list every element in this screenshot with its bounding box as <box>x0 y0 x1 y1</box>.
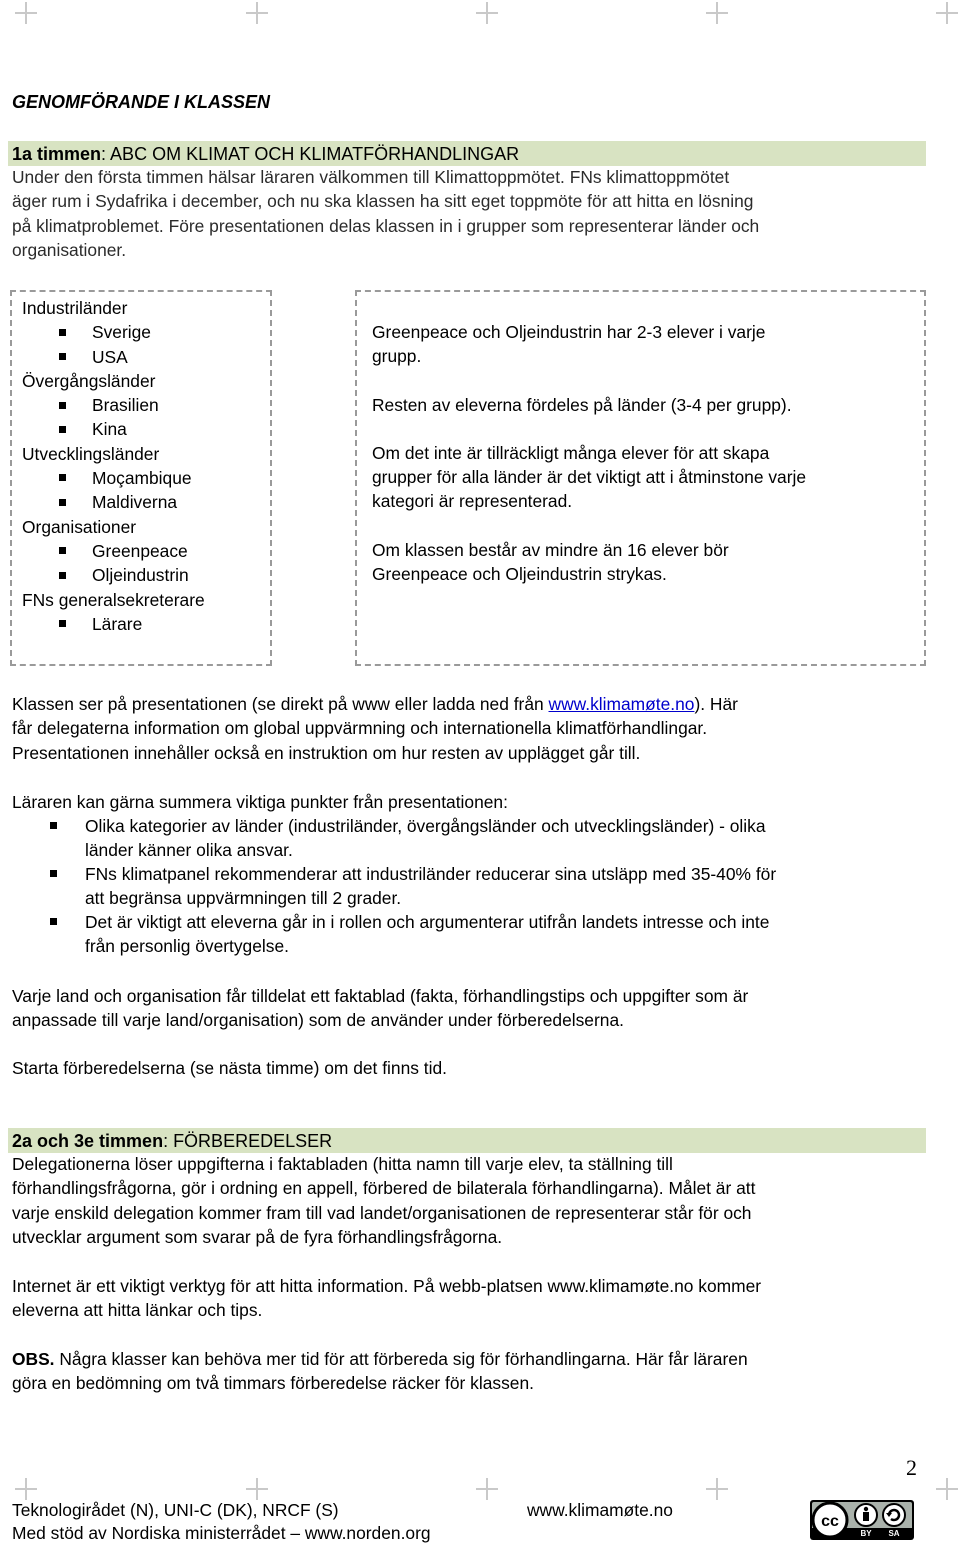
crosshair-mark <box>246 1478 268 1500</box>
crosshair-mark <box>476 1478 498 1500</box>
bullet-square-icon <box>59 547 66 554</box>
lesson-2-paragraph <box>12 1152 927 1250</box>
list-item <box>22 612 205 636</box>
crosshair-mark <box>706 1478 728 1500</box>
summary-point-text: att begränsa uppvärmningen till 2 grader. <box>85 888 402 909</box>
list-item-label: Greenpeace <box>92 540 188 561</box>
lesson-2-line: varje enskild delegation kommer fram till vad landet/organisationen de representerar står för och <box>12 1202 752 1223</box>
bullet-square-icon <box>59 426 66 433</box>
list-item-label: Kina <box>92 419 127 440</box>
presentation-text: Presentationen innehåller också en instruktion om hur resten av upplägget går till. <box>12 742 641 763</box>
cc-logo-text: cc <box>821 1513 839 1530</box>
note-line: Greenpeace och Oljeindustrin strykas. <box>372 564 667 585</box>
bullet-square-icon <box>59 499 66 506</box>
summary-point-text: från personlig övertygelse. <box>85 936 289 957</box>
crosshair-mark <box>936 2 958 24</box>
presentation-text: Klassen ser på presentationen (se direkt på www eller ladda ned från <box>12 694 549 714</box>
intro-line: på klimatproblemet. Före presentationen delas klassen in i grupper som representerar länder och <box>12 215 760 236</box>
klimamote-link[interactable]: www.klimamøte.no <box>548 694 695 714</box>
presentation-text: ). Här <box>694 694 738 714</box>
list-item <box>22 490 205 514</box>
lesson-2-line: förhandlingsfrågorna, gör i ordning en appell, förbered de bilaterala förhandlingarna). Målet är att <box>12 1178 756 1199</box>
note-line: Om det inte är tillräckligt många elever för att skapa <box>372 442 770 463</box>
lesson-1-intro <box>12 165 927 263</box>
factsheet-paragraph <box>12 984 927 1033</box>
bullet-square-icon <box>59 353 66 360</box>
note-line: Om klassen består av mindre än 16 elever bör <box>372 539 729 560</box>
crosshair-mark <box>706 2 728 24</box>
summary-point <box>12 910 932 959</box>
bullet-square-icon <box>50 918 57 925</box>
page-number: 2 <box>906 1455 917 1480</box>
list-item-label: Maldiverna <box>92 492 178 513</box>
section-title: GENOMFÖRANDE I KLASSEN <box>12 92 271 112</box>
obs-text: Några klasser kan behöva mer tid för att förbereda sig för förhandlingarna. Här får läraren <box>54 1349 748 1369</box>
bullet-square-icon <box>59 402 66 409</box>
summary-lead: Läraren kan gärna summera viktiga punkter från presentationen: <box>12 792 508 812</box>
internet-line: eleverna att hitta länkar och tips. <box>12 1300 263 1321</box>
note-line: Greenpeace och Oljeindustrin har 2-3 elever i varje <box>372 322 766 342</box>
note-line: grupp. <box>372 346 422 367</box>
obs-label: OBS. <box>12 1349 55 1369</box>
crosshair-mark <box>15 2 37 24</box>
lesson-1-heading-rest: : ABC OM KLIMAT OCH KLIMATFÖRHANDLINGAR <box>101 144 520 164</box>
lesson-2-heading-rest: : FÖRBEREDELSER <box>163 1131 333 1151</box>
note-line: grupper för alla länder är det viktigt att i åtminstone varje <box>372 467 807 488</box>
lesson-1-heading-bold: 1a timmen <box>12 144 102 164</box>
presentation-text: får delegaterna information om global uppvärmning och internationella klimatförhandlingar. <box>12 718 708 739</box>
summary-point-text: Olika kategorier av länder (industriländer, övergångsländer och utvecklingsländer) - olika <box>85 816 766 836</box>
lesson-2-line: Delegationerna löser uppgifterna i faktabladen (hitta namn till varje elev, ta ställning till <box>12 1154 673 1174</box>
internet-paragraph <box>12 1274 927 1323</box>
group-label: Övergångsländer <box>22 370 156 391</box>
list-item <box>22 345 205 369</box>
list-item-label: USA <box>92 346 128 367</box>
list-item <box>22 466 205 490</box>
groups-list <box>22 296 205 636</box>
obs-text: göra en bedömning om två timmars förberedelse räcker för klassen. <box>12 1373 534 1394</box>
crosshair-mark <box>476 2 498 24</box>
factsheet-line: anpassade till varje land/organisation) som de använder under förberedelserna. <box>12 1010 624 1031</box>
by-label: BY <box>860 1529 872 1538</box>
list-item <box>22 563 205 587</box>
cc-by-sa-license-icon <box>810 1500 914 1540</box>
sa-label: SA <box>888 1529 900 1538</box>
group-label: FNs generalsekreterare <box>22 589 205 610</box>
note-line: Resten av eleverna fördeles på länder (3-4 per grupp). <box>372 394 792 415</box>
list-item-label: Sverige <box>92 322 151 343</box>
notes-text <box>372 320 917 586</box>
lesson-1-heading <box>8 141 926 166</box>
footer-partners: Teknologirådet (N), UNI-C (DK), NRCF (S) <box>12 1500 339 1520</box>
intro-line: Under den första timmen hälsar läraren välkommen till Klimattoppmötet. FNs klimattoppmötet <box>12 167 730 187</box>
intro-line: äger rum i Sydafrika i december, och nu ska klassen ha sitt eget toppmöte för att hitta en lösning <box>12 191 754 212</box>
footer-support: Med stöd av Nordiska ministerrådet – www.norden.org <box>12 1523 431 1543</box>
bullet-square-icon <box>59 474 66 481</box>
summary-point <box>12 862 932 911</box>
internet-line: Internet är ett viktigt verktyg för att hitta information. På webb-platsen www.klimamøte.no kommer <box>12 1276 762 1296</box>
summary-point-text: Det är viktigt att eleverna går in i rollen och argumenterar utifrån landets intresse och inte <box>85 912 770 932</box>
group-label: Industriländer <box>22 298 128 318</box>
note-line: kategori är representerad. <box>372 491 573 512</box>
list-item <box>22 539 205 563</box>
presentation-paragraph <box>12 692 927 765</box>
crosshair-mark <box>15 1478 37 1500</box>
summary-point-text: FNs klimatpanel rekommenderar att industriländer reducerar sina utsläpp med 35-40% för <box>85 864 777 884</box>
bullet-square-icon <box>59 620 66 627</box>
list-item <box>22 320 205 344</box>
bullet-square-icon <box>59 329 66 336</box>
group-label: Organisationer <box>22 516 137 537</box>
lesson-2-heading-bold: 2a och 3e timmen <box>12 1131 164 1151</box>
lesson-2-line: utvecklar argument som svarar på de fyra förhandlingsfrågorna. <box>12 1227 503 1248</box>
factsheet-line: Varje land och organisation får tilldelat ett faktablad (fakta, förhandlingstips och uppgifter som är <box>12 986 749 1006</box>
footer-site: www.klimamøte.no <box>527 1500 673 1520</box>
list-item-label: Moçambique <box>92 468 192 489</box>
list-item-label: Oljeindustrin <box>92 565 189 586</box>
obs-paragraph <box>12 1347 927 1396</box>
bullet-square-icon <box>59 572 66 579</box>
list-item <box>22 393 205 417</box>
start-paragraph: Starta förberedelserna (se nästa timme) om det finns tid. <box>12 1058 447 1078</box>
summary-point <box>12 814 932 863</box>
summary-point-text: länder känner olika ansvar. <box>85 840 293 861</box>
lesson-2-heading <box>8 1128 926 1153</box>
intro-line: organisationer. <box>12 240 127 261</box>
crosshair-mark <box>246 2 268 24</box>
crosshair-mark <box>936 1478 958 1500</box>
list-item-label: Brasilien <box>92 395 159 416</box>
list-item <box>22 417 205 441</box>
list-item-label: Lärare <box>92 613 143 634</box>
bullet-square-icon <box>50 822 57 829</box>
bullet-square-icon <box>50 870 57 877</box>
group-label: Utvecklingsländer <box>22 443 160 464</box>
